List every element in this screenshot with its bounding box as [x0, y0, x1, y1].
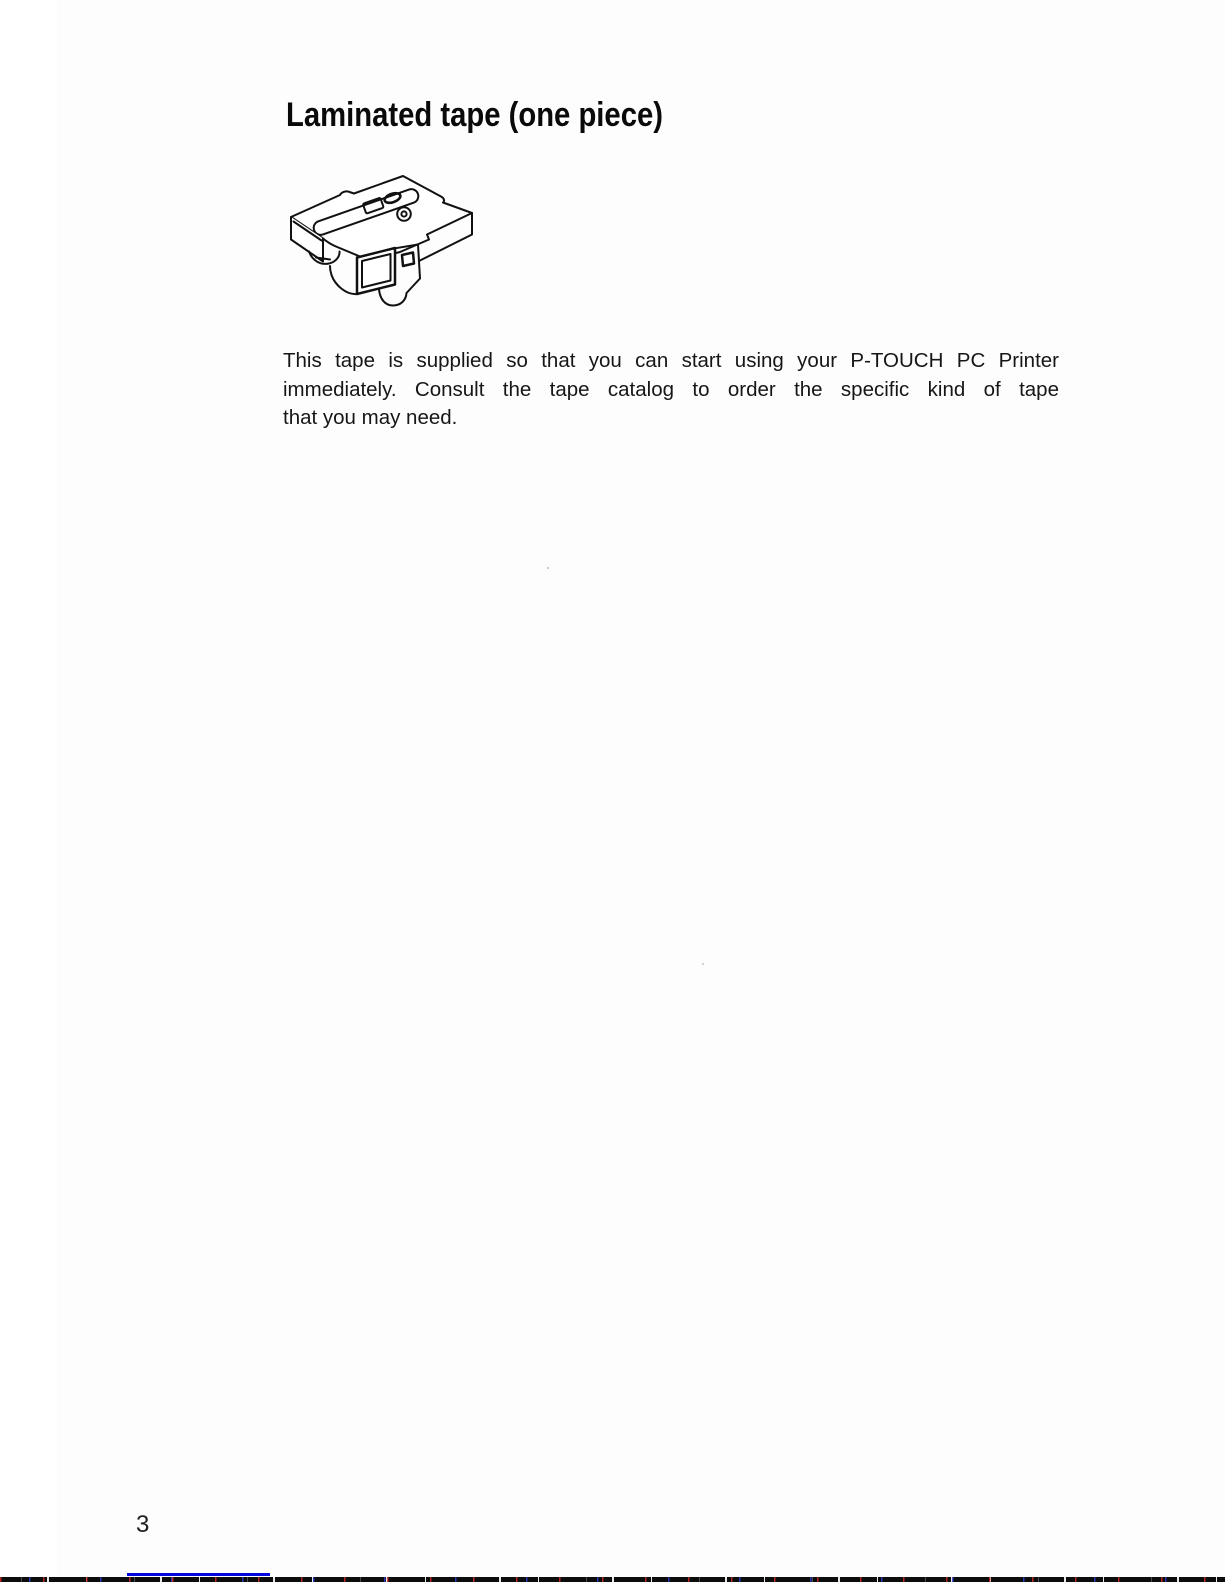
- scan-speck: [547, 567, 549, 569]
- page-number: 3: [136, 1511, 150, 1538]
- scan-artifact-blue-underline: [127, 1573, 270, 1576]
- section-heading: Laminated tape (one piece): [286, 96, 663, 134]
- scanned-page-area: [57, 0, 1225, 1585]
- cassette-lower-left-curve: [330, 266, 357, 294]
- body-line-2: immediately. Consult the tape catalog to order the specific kind of tape: [283, 377, 1059, 401]
- scan-speck: [702, 963, 704, 965]
- tape-cassette-illustration: [276, 168, 476, 320]
- cassette-sensor-hole: [402, 253, 414, 267]
- body-paragraph: [283, 347, 1059, 433]
- body-line-3: that you may need.: [283, 406, 458, 429]
- scan-edge-artifact: [0, 1577, 1225, 1582]
- body-line-1: This tape is supplied so that you can start using your P-TOUCH PC Printer: [283, 349, 1059, 372]
